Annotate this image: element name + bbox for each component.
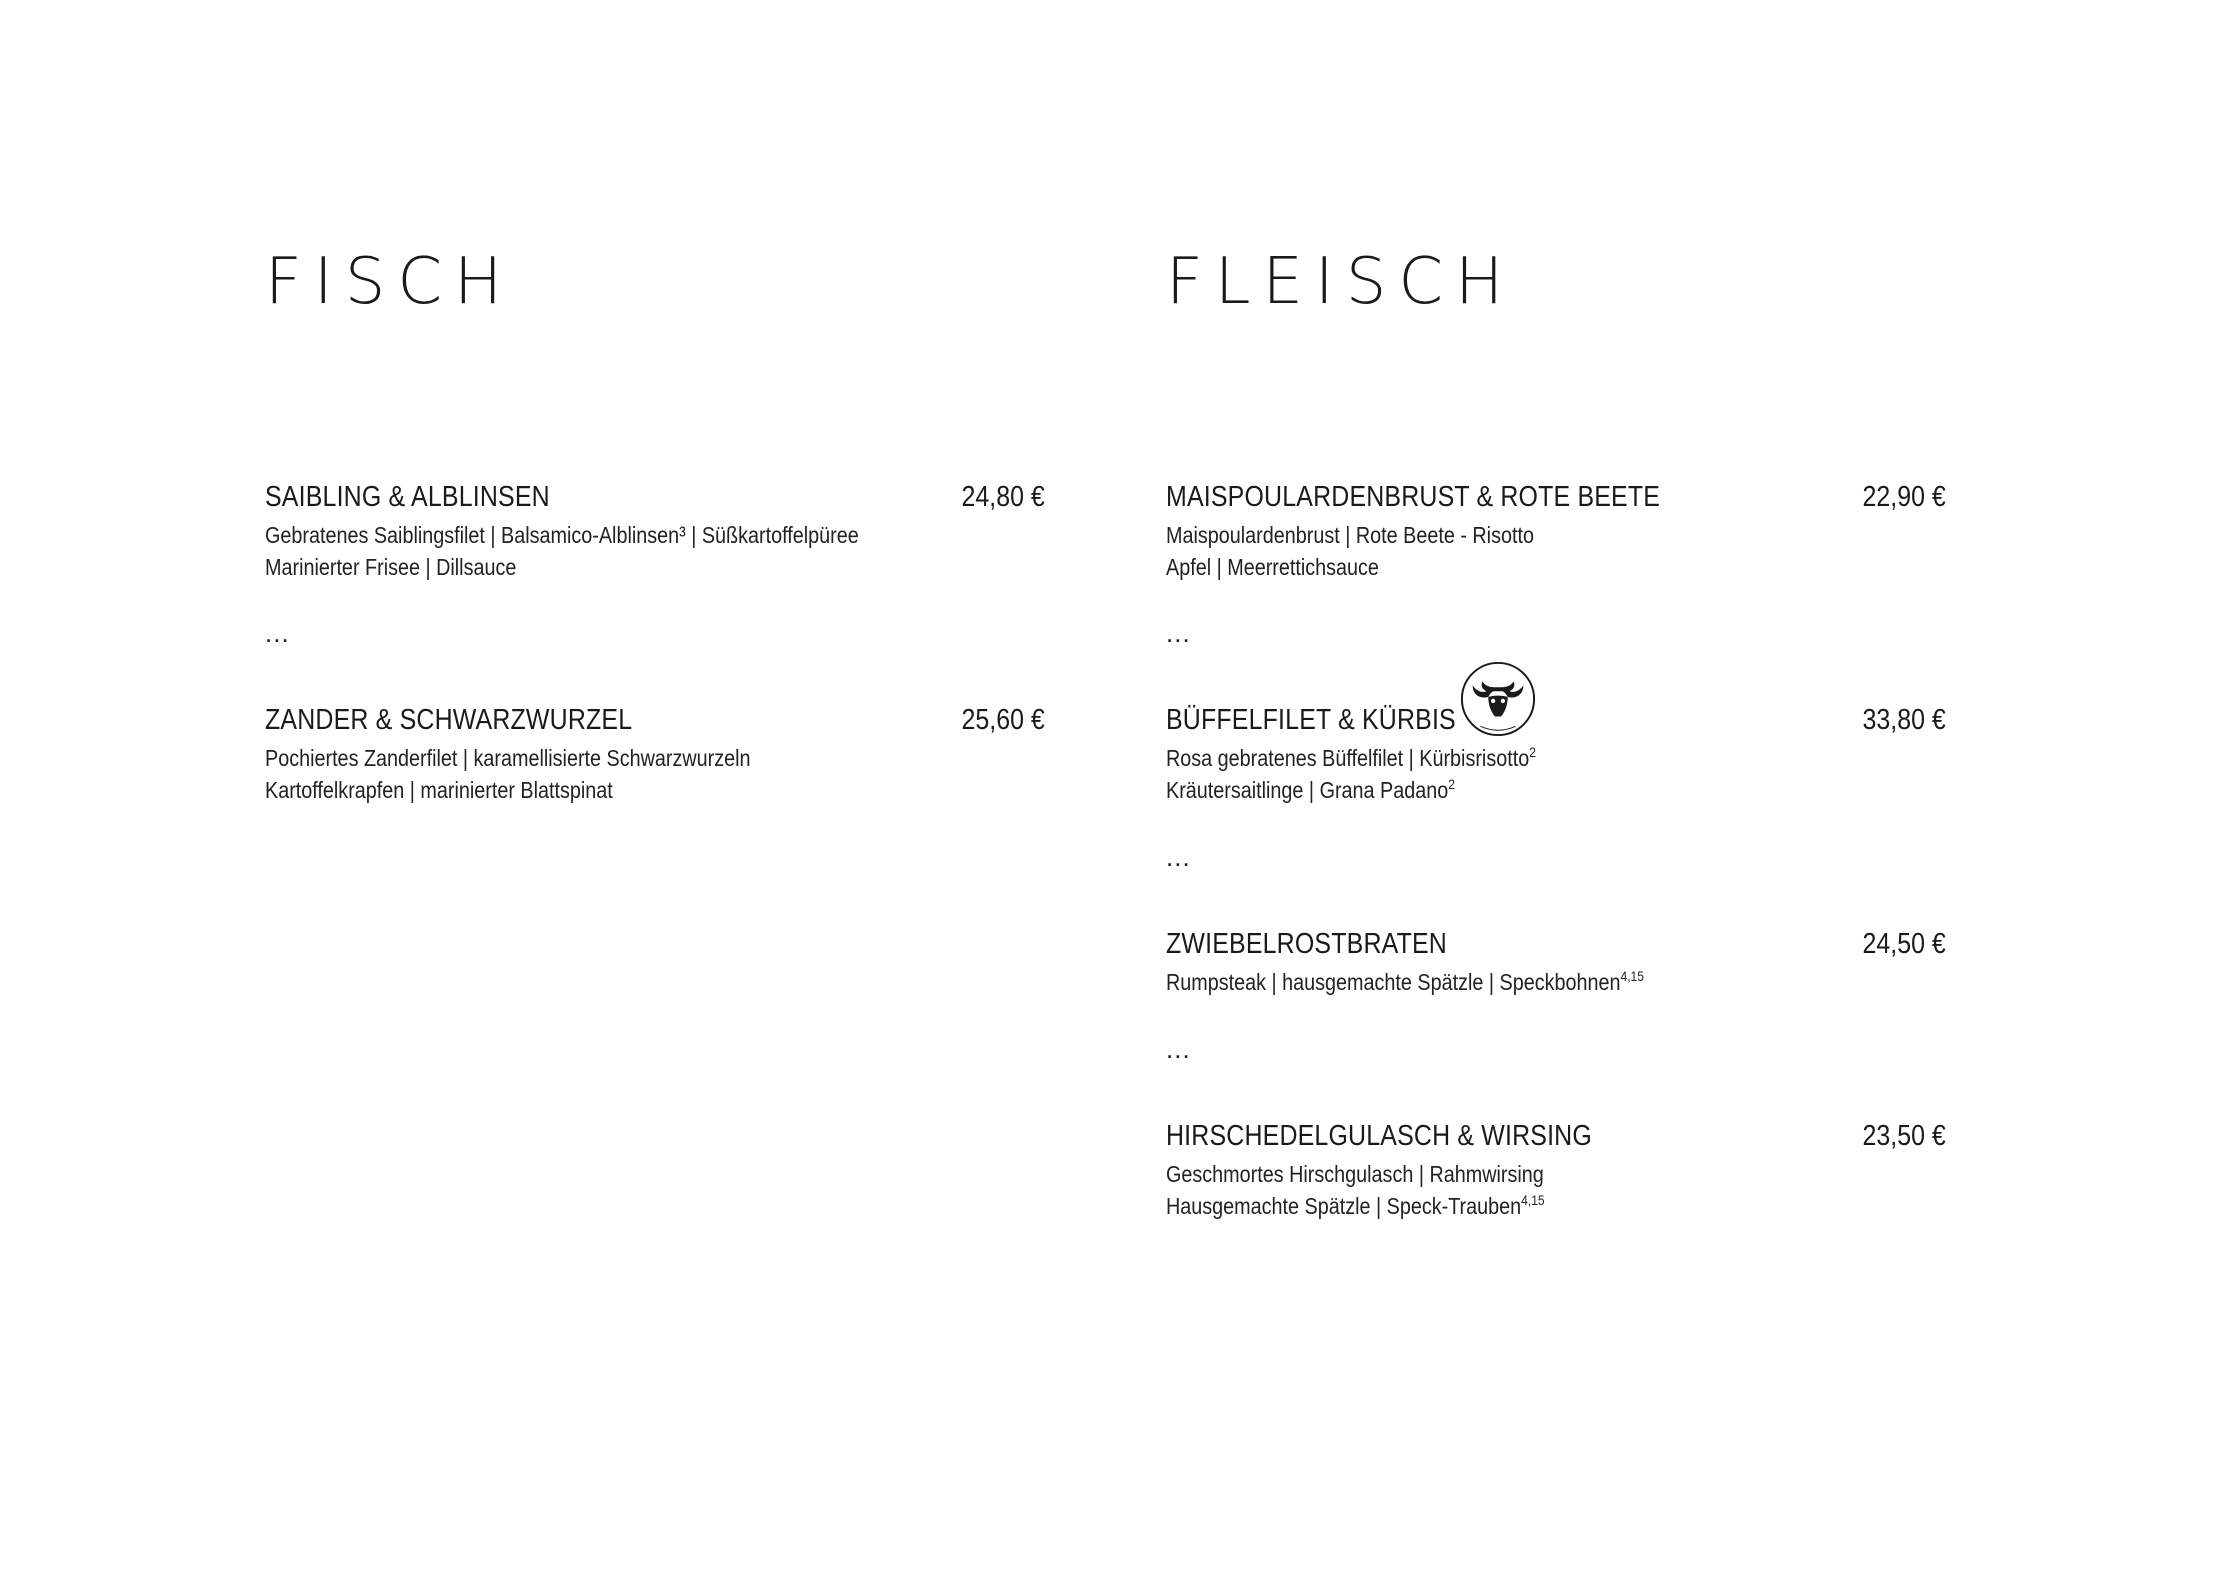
- menu-item-description: Rumpsteak | hausgemachte Spätzle | Speckbohnen$^{4,15}$: [1166, 968, 1644, 995]
- menu-item-price: 24,50 €: [1862, 928, 1946, 960]
- menu-item-price: 24,80 €: [961, 481, 1045, 513]
- separator-dots: ...: [1166, 1034, 1191, 1064]
- menu-item: [1166, 475, 1946, 583]
- menu-item-price: 23,50 €: [1862, 1120, 1946, 1152]
- menu-item-header: [265, 475, 1045, 519]
- menu-item-name: ZANDER & SCHWARZWURZEL: [265, 704, 633, 736]
- menu-item: [265, 475, 1045, 583]
- separator-dots: ...: [1166, 842, 1191, 872]
- menu-item-name: SAIBLING & ALBLINSEN: [265, 481, 550, 513]
- menu-item-price: 22,90 €: [1862, 481, 1946, 513]
- menu-item-description: Kräutersaitlinge | Grana Padano$^2$: [1166, 776, 1455, 803]
- menu-item-description: Marinierter Frisee | Dillsauce: [265, 554, 517, 580]
- menu-item-description: Geschmortes Hirschgulasch | Rahmwirsing: [1166, 1161, 1544, 1187]
- menu-item-description: Apfel | Meerrettichsauce: [1166, 554, 1379, 580]
- menu-item-price: 25,60 €: [961, 704, 1045, 736]
- menu-item-name: HIRSCHEDELGULASCH & WIRSING: [1166, 1120, 1592, 1152]
- menu-item-header: [1166, 475, 1946, 519]
- menu-item-header: [1166, 922, 1946, 966]
- menu-item: [1166, 1114, 1946, 1222]
- menu-item: [1166, 698, 1946, 806]
- buffalo-logo-icon: [1459, 660, 1537, 738]
- menu-item-description: Pochiertes Zanderfilet | karamellisierte Schwarzwurzeln: [265, 745, 751, 771]
- menu-item-description: Rosa gebratenes Büffelfilet | Kürbisrisotto$^2$: [1166, 744, 1536, 771]
- separator-dots: ...: [1166, 618, 1191, 648]
- menu-item-description: Kartoffelkrapfen | marinierter Blattspinat: [265, 777, 613, 803]
- menu-item-description: Gebratenes Saiblingsfilet | Balsamico-Alblinsen³ | Süßkartoffelpüree: [265, 522, 859, 548]
- separator-dots: ...: [265, 618, 290, 648]
- fleisch-heading: FLEISCH: [1166, 245, 1516, 319]
- menu-item-description: Maispoulardenbrust | Rote Beete - Risotto: [1166, 522, 1534, 548]
- menu-item-header: [1166, 698, 1946, 742]
- menu-item-price: 33,80 €: [1862, 704, 1946, 736]
- fisch-heading: FISCH: [265, 245, 515, 319]
- menu-item-name: BÜFFELFILET & KÜRBIS: [1166, 704, 1456, 736]
- menu-item: [265, 698, 1045, 806]
- menu-item-header: [1166, 1114, 1946, 1158]
- menu-item-description: Hausgemachte Spätzle | Speck-Trauben$^{4,15}$: [1166, 1192, 1545, 1219]
- menu-item-name: MAISPOULARDENBRUST & ROTE BEETE: [1166, 481, 1661, 513]
- menu-item-header: [265, 698, 1045, 742]
- menu-item-name: ZWIEBELROSTBRATEN: [1166, 928, 1447, 960]
- menu-item: [1166, 922, 1946, 998]
